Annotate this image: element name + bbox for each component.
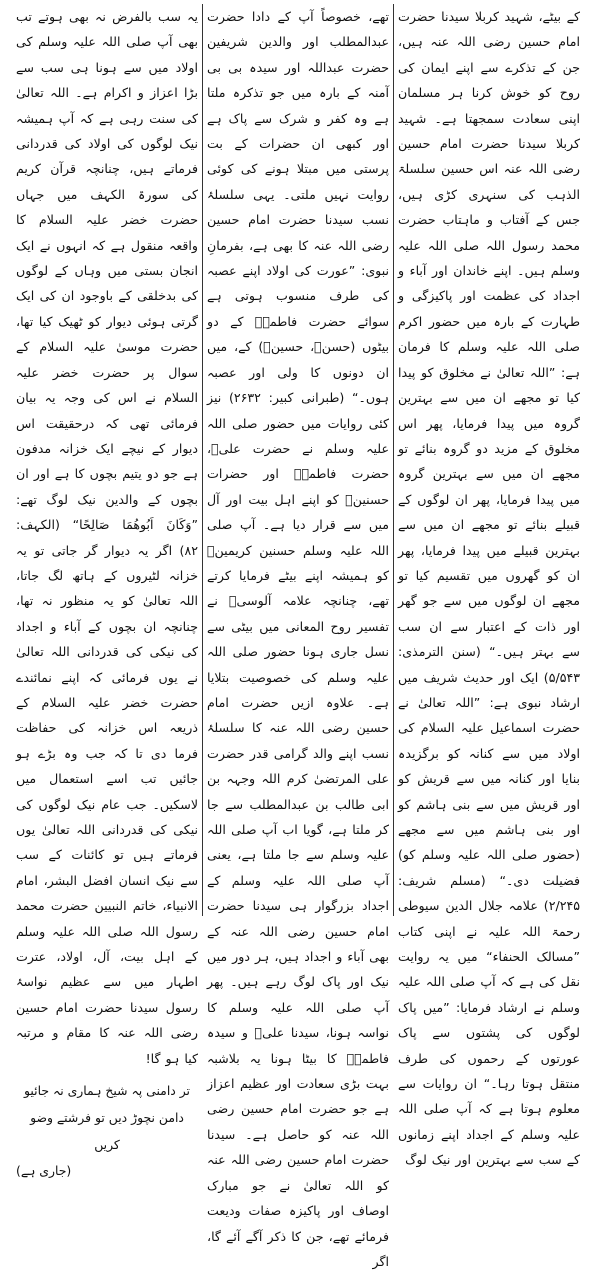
column-middle-text: تھے، خصوصاً آپ کے دادا حضرت عبدالمطلب اور والدین شریفین حضرت عبداللہ اور سیدہ بی بی آمنہ کے بارہ میں جو تذکرہ ملتا ہے وہ کفر و شرک سے پاک ہے اور کبھی ان حضرات کے بت پرستی میں مبتلا ہونے کی کوئی روایت نہیں ملتی۔ یہی سلسلۂ نسب سیدنا حضرت امام حسین رضی اللہ عنہ کا بھی ہے، بفرمانِ نبوی: ”عورت کی اولاد اپنے عصبہ کی طرف منسوب ہوتی ہے سوائے حضرت فاطمہؓ کے دو بیٹوں (حسنؓ، حسینؓ) کے، میں ان دونوں کا ولی اور عصبہ ہوں۔“ (طبرانی کبیر: ۲۶۳۲) نیز کئی روایات میں حضور صلی اللہ علیہ وسلم نے حضرت علیؓ، حضرت فاطمہؓ اور حضرات حسنینؓ کو اپنے اہل بیت اور آل میں سے قرار دیا ہے۔ آپ صلی اللہ علیہ وسلم حسنین کریمینؓ کو ہمیشہ اپنے بیٹے فرمایا کرتے تھے، چنانچہ علامہ آلوسیؒ نے تفسیر روح المعانی میں بیٹی سے نسل جاری ہونا حضور صلی اللہ علیہ وسلم کی خصوصیت بتلایا ہے۔ علاوہ ازیں حضرت امام حسین رضی اللہ عنہ کا سلسلۂ نسب اپنے والد گرامی قدر حضرت علی المرتضیٰ کرم اللہ وجہہ بن ابی طالب بن عبدالمطلب سے جا کر ملتا ہے، گویا اب آپ صلی اللہ علیہ وسلم سے جا ملتا ہے، یعنی آپ صلی اللہ علیہ وسلم کے اجداد بزرگوار ہی سیدنا حضرت امام حسین رضی اللہ عنہ کے بھی آباء و اجداد ہیں، ہر دور میں نیک اور پاک لوگ رہے ہیں۔ پھر آپ صلی اللہ علیہ وسلم کا نواسہ ہونا، سیدنا علیؓ و سیدہ فاطمہؓ کا بیٹا ہونا یہ بلاشبہ بہت بڑی سعادت اور عظیم اعزاز ہے جو حضرت امام حسین رضی اللہ عنہ کو حاصل ہے۔ سیدنا حضرت امام حسین رضی اللہ عنہ کو اللہ تعالیٰ نے جو مبارک اوصاف اور پاکیزہ صفات ودیعت فرمائے تھے، جن کا ذکر آگے آئے گا، اگر <box>207 9 389 1269</box>
poem-line-1: تر دامنی پہ شیخ ہماری نہ جائیو <box>23 1083 191 1099</box>
column-right-text: کے بیٹے، شہید کربلا سیدنا حضرت امام حسین رضی اللہ عنہ ہیں، جن کے تذکرے سے اپنے ایمان کی روح کو خوش کرنا ہر مسلمان اپنی سعادت سمجھتا ہے۔ شہید کربلا سیدنا حضرت امام حسین رضی اللہ عنہ اس حسین سلسلۃ الذہب کی سنہری کڑی ہیں، جس کے آفتاب و ماہتاب حضرت محمد رسول اللہ صلی اللہ علیہ وسلم ہیں۔ اپنے خاندان اور آباء و اجداد کی عظمت اور پاکیزگی و طہارت کے بارہ میں حضور اکرم صلی اللہ علیہ وسلم کا فرمان ہے: ”اللہ تعالیٰ نے مخلوق کو پیدا کیا تو مجھے ان میں سے بہترین گروہ میں پیدا فرمایا، پھر اس مخلوق کے مزید دو گروہ بنائے تو مجھے ان میں سے بہترین گروہ میں پیدا فرمایا، پھر ان لوگوں کے قبیلے بنائے تو مجھے ان میں سے بہترین قبیلے میں پیدا فرمایا، پھر ان کو گھروں میں تقسیم کیا تو مجھے ان لوگوں میں سے جو گھر اور ذات کے اعتبار سے ان سب سے بہتر ہیں۔“ (سنن الترمذی: ۵/۵۴۳) ایک اور حدیث شریف میں ارشاد نبوی ہے: ”اللہ تعالیٰ نے حضرت اسماعیل علیہ السلام کی اولاد میں سے کنانہ کو برگزیدہ بنایا اور کنانہ میں سے قریش کو اور قریش میں سے بنی ہاشم کو اور بنی ہاشم میں سے مجھے (حضور صلی اللہ علیہ وسلم کو) فضیلت دی۔“ (مسلم شریف: ۲/۲۴۵) علامہ جلال الدین سیوطی رحمۃ اللہ علیہ نے اپنی کتاب ”مسالک الحنفاء“ میں یہ روایت نقل کی ہے کہ آپ صلی اللہ علیہ وسلم نے ارشاد فرمایا: ”میں پاک لوگوں کی پشتوں سے پاک عورتوں کے رحموں کی طرف منتقل ہوتا رہا۔“ ان روایات سے معلوم ہوتا ہے کہ آپ صلی اللہ علیہ وسلم کے اجداد اپنے زمانوں کے سب سے بہترین اور نیک لوگ <box>398 9 580 1168</box>
column-right <box>394 4 584 1168</box>
poem-couplet <box>16 1077 198 1158</box>
column-middle <box>203 4 393 1269</box>
continued-label: (جاری ہے) <box>16 1163 72 1179</box>
column-divider-right <box>393 4 394 916</box>
newspaper-page <box>6 4 584 1269</box>
column-divider-left <box>202 4 203 916</box>
poem-line-2: دامن نچوڑ دیں تو فرشتے وضو کریں <box>30 1110 184 1153</box>
column-left <box>12 4 202 1179</box>
column-left-text: یہ سب بالفرض نہ بھی ہوتے تب بھی آپ صلی اللہ علیہ وسلم کی اولاد میں سے ہونا ہی سب سے بڑا اعزاز و اکرام ہے۔ اللہ تعالیٰ کی سنت رہی ہے کہ آپ ہمیشہ نیک لوگوں کی اولاد کی قدردانی فرماتے ہیں، چنانچہ قرآن کریم کی سورۃ الکہف میں جہاں حضرت خضر علیہ السلام کا واقعہ منقول ہے کہ انہوں نے ایک انجان بستی میں وہاں کے لوگوں کی بدخلقی کے باوجود ان کی ایک گرتی ہوئی دیوار کو ٹھیک کیا تھا، حضرت موسیٰ علیہ السلام کے سوال پر حضرت خضر علیہ السلام نے اس کی وجہ یہ بیان فرمائی تھی کہ درحقیقت اس دیوار کے نیچے ایک خزانہ مدفون ہے جو دو یتیم بچوں کا ہے اور ان بچوں کے والدین نیک لوگ تھے: ”وَكَانَ اَبُوهُمَا صَالِحًا“ (الکہف: ۸۲) اگر یہ دیوار گر جاتی تو یہ خزانہ لٹیروں کے ہاتھ لگ جاتا، اللہ تعالیٰ کو یہ منظور نہ تھا، چنانچہ ان بچوں کے آباء و اجداد کی نیکی کی قدردانی اللہ تعالیٰ نے یوں فرمائی کہ اپنے نمائندے حضرت خضر علیہ السلام کے ذریعہ اس خزانہ کی حفاظت فرما دی تا کہ جب وہ بڑے ہو جائیں تب اسے استعمال میں لاسکیں۔ جب عام نیک لوگوں کی نیکی کی قدردانی اللہ تعالیٰ یوں فرماتے ہیں تو کائنات کے سب سے نیک انسان افضل البشر، امام الانبیاء، خاتم النبیین حضرت محمد رسول اللہ صلی اللہ علیہ وسلم کے اہل بیت، آل، اولاد، عترت اطہار میں سے عظیم نواسۂ رسول سیدنا حضرت امام حسین رضی اللہ عنہ کا مقام و مرتبہ کیا ہو گا! <box>16 9 198 1066</box>
